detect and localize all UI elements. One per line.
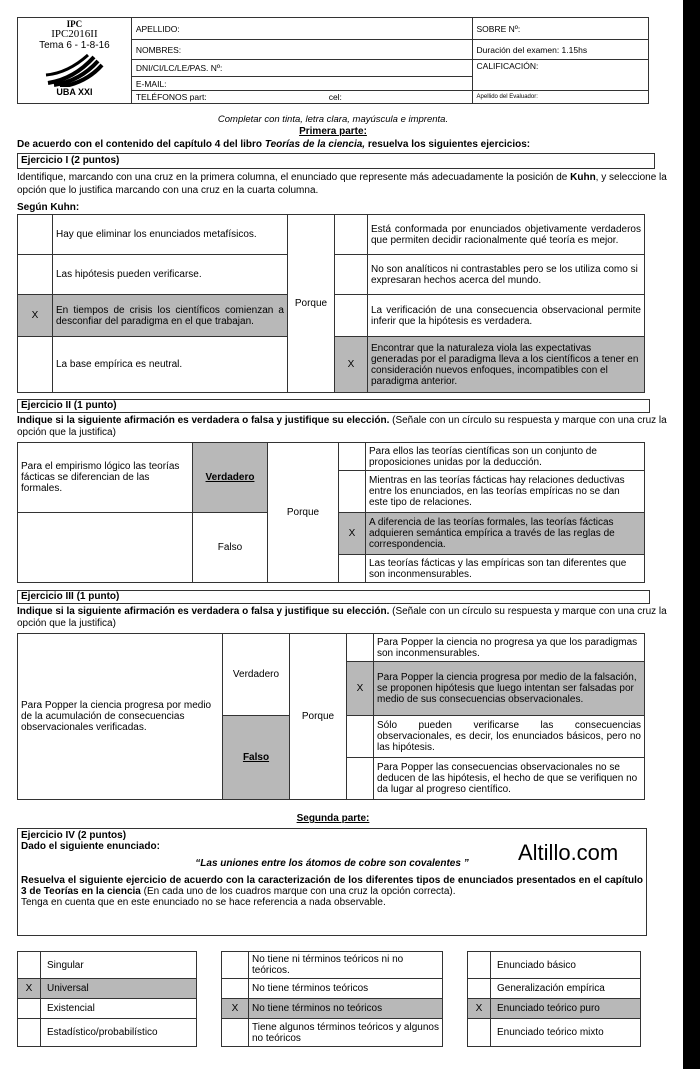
altillo-watermark: Altillo.com xyxy=(518,840,619,865)
ej3-right-option-1 xyxy=(374,662,645,716)
ej1-left-mark-2[interactable] xyxy=(18,295,53,337)
ej1-instr-b: , y seleccione la opción que lo justifica marcando con una cruz en la cuarta columna. xyxy=(17,172,667,196)
option-text: Enunciado teórico puro xyxy=(497,1003,600,1014)
option-text: No son analíticos ni contrastables pero se los utiliza como si expresaran hechos acerca del mundo. xyxy=(371,263,638,286)
ej4-t1-option-3 xyxy=(41,1019,197,1047)
option-text: La base empírica es neutral. xyxy=(56,359,183,370)
option-text: Para Popper la ciencia progresa por medio de la falsación, se proponen hipótesis que luego intentan ser falsadas por medio de sus consecuencias observacionales. xyxy=(377,672,637,705)
ej1-left-option-0 xyxy=(53,215,288,255)
ej4-tenga: Tenga en cuenta que en este enunciado no se hace referencia a nada observable. xyxy=(21,897,386,908)
calificacion-label: CALIFICACIÓN: xyxy=(476,61,539,71)
statement-text: Para el empirismo lógico las teorías fácticas se diferencian de las formales. xyxy=(21,461,180,494)
uba-logo-text: UBA XXI xyxy=(56,87,93,97)
option-text: No tiene términos teóricos xyxy=(252,983,369,994)
option-text: Tiene algunos términos teóricos y algunos no teóricos xyxy=(252,1021,439,1044)
option-text: Estadístico/probabilístico xyxy=(47,1027,158,1038)
ej2-statement xyxy=(18,443,193,513)
intro-book-title: Teorías de la ciencia, xyxy=(264,139,366,150)
email-label: E-MAIL: xyxy=(135,78,167,89)
ej4-t3-option-1 xyxy=(491,979,641,999)
ej4-t2-mark-0[interactable] xyxy=(222,952,249,979)
header-course-cell xyxy=(18,18,132,104)
ej3-instr-bold: Indique si la siguiente afirmación es verdadera o falsa y justifique su elección. xyxy=(17,606,390,617)
primera-parte-title: Primera parte: xyxy=(299,126,367,137)
ej3-right-mark-1[interactable] xyxy=(347,662,374,716)
duracion-label: Duración del examen: 1.15hs xyxy=(476,44,588,55)
ej4-quote: “Las uniones entre los átomos de cobre son covalentes ” xyxy=(195,858,469,869)
falso-label: Falso xyxy=(242,752,270,763)
ej3-right-option-0 xyxy=(374,634,645,662)
statement-text: Para Popper la ciencia progresa por medio de la acumulación de consecuencias observacionales verificadas. xyxy=(21,700,212,733)
ej4-t3-option-3 xyxy=(491,1019,641,1047)
option-text: La verificación de una consecuencia observacional permite inferir que la hipótesis es verdadera. xyxy=(371,304,641,327)
porque-label: Porque xyxy=(301,711,335,722)
ej2-right-option-3 xyxy=(366,555,645,583)
ej1-left-mark-0[interactable] xyxy=(18,215,53,255)
ej3-table xyxy=(17,633,645,800)
ipc-label: IPC xyxy=(66,19,83,29)
option-text: En tiempos de crisis los científicos comienzan a desconfiar del paradigma en el que trabajan. xyxy=(56,304,284,327)
option-text: Hay que eliminar los enunciados metafísicos. xyxy=(56,229,257,240)
ej4-resuelva-rest: (En cada uno de los cuadros marque con una cruz la opción correcta). xyxy=(140,886,456,897)
apellido-label: APELLIDO: xyxy=(135,23,180,34)
option-text: Singular xyxy=(47,959,84,971)
ej1-right-option-0 xyxy=(368,215,645,255)
ej4-t3-mark-2[interactable] xyxy=(468,999,491,1019)
ej1-right-option-2 xyxy=(368,295,645,337)
ej1-left-option-2 xyxy=(53,295,288,337)
ej4-resuelva-bold: Resuelva el siguiente ejercicio de acuerdo con la caracterización de los diferentes tipos de enunciados presentados en el capítulo 3 de Teorías en la ciencia xyxy=(21,875,643,897)
ej3-right-mark-3[interactable] xyxy=(347,758,374,800)
ej4-resuelva xyxy=(21,875,643,897)
mark-text: X xyxy=(348,528,356,539)
ej4-table-3 xyxy=(467,951,641,1047)
ej2-falso-option[interactable] xyxy=(193,513,268,583)
ej2-instr-bold: Indique si la siguiente afirmación es verdadera o falsa y justifique su elección. xyxy=(17,415,390,426)
verdadero-label: Verdadero xyxy=(205,472,255,483)
option-text: Generalización empírica xyxy=(497,983,605,994)
nombres-label: NOMBRES: xyxy=(135,44,182,55)
ej4-t1-mark-2[interactable] xyxy=(18,999,41,1019)
porque-label: Porque xyxy=(286,507,320,518)
ej1-title: Ejercicio I (2 puntos) xyxy=(17,153,655,169)
ej1-left-mark-3[interactable] xyxy=(18,337,53,393)
ej1-porque xyxy=(288,215,335,393)
tema-label: Tema 6 - 1-8-16 xyxy=(39,40,110,51)
option-text: Para Popper las consecuencias observacionales no se deducen de las hipótesis, el hecho de que se verifiquen no da lugar al progreso científico. xyxy=(377,762,638,795)
ej2-right-option-1 xyxy=(366,471,645,513)
ej4-t3-option-0 xyxy=(491,952,641,979)
ej3-statement xyxy=(18,634,223,800)
ej2-right-mark-1[interactable] xyxy=(339,471,366,513)
verdadero-label: Verdadero xyxy=(232,669,280,680)
option-text: Universal xyxy=(47,983,89,994)
porque-label: Porque xyxy=(294,298,328,309)
mark-text: X xyxy=(356,683,364,694)
ej1-left-mark-1[interactable] xyxy=(18,255,53,295)
option-text: Las teorías fácticas y las empíricas son tan diferentes que son inconmensurables. xyxy=(369,557,627,580)
ej2-title: Ejercicio II (1 punto) xyxy=(17,399,650,413)
ej4-t3-option-2 xyxy=(491,999,641,1019)
ej2-statement-blank xyxy=(18,513,193,583)
option-text: Encontrar que la naturaleza viola las expectativas generadas por el paradigma lleva a los científicos a tener en consideración nuevos enfoques, incompatibles con el paradigma anterior. xyxy=(371,342,639,387)
ej2-table xyxy=(17,442,645,583)
ej4-t2-option-0 xyxy=(249,952,443,979)
ej4-t1-option-1 xyxy=(41,979,197,999)
telefonos-label: TELÉFONOS part: xyxy=(135,92,207,102)
duracion-cell xyxy=(472,40,648,60)
ej4-t2-mark-3[interactable] xyxy=(222,1019,249,1047)
intro-text-a: De acuerdo con el contenido del capítulo 4 del libro xyxy=(17,139,265,150)
option-text: Está conformada por enunciados objetivamente verdaderos que permiten decidir racionalmente qué teoría es mejor. xyxy=(371,223,641,246)
option-text: Existencial xyxy=(47,1003,95,1014)
option-text: Enunciado teórico mixto xyxy=(497,1027,604,1038)
completar-note: Completar con tinta, letra clara, mayúscula e imprenta. xyxy=(217,114,449,125)
ej3-porque xyxy=(290,634,347,800)
sobre-field[interactable] xyxy=(472,18,648,40)
ej1-instructions xyxy=(17,171,681,197)
ej2-porque xyxy=(268,443,339,583)
ej3-instructions xyxy=(17,606,677,630)
right-edge-bar xyxy=(683,0,700,1069)
ej1-right-option-3 xyxy=(368,337,645,393)
ej1-right-option-1 xyxy=(368,255,645,295)
ej4-t3-mark-3[interactable] xyxy=(468,1019,491,1047)
option-text: Enunciado básico xyxy=(497,959,576,971)
ej3-instr-rest: (Señale con un círculo su respuesta y marque con una cruz la opción que la justifica) xyxy=(17,606,667,629)
ej3-title: Ejercicio III (1 punto) xyxy=(17,590,650,604)
ej2-right-option-0 xyxy=(366,443,645,471)
ej4-t1-mark-3[interactable] xyxy=(18,1019,41,1047)
intro-text-b: resuelva los siguientes ejercicios: xyxy=(365,139,531,150)
ej4-title: Ejercicio IV (2 puntos) xyxy=(21,830,127,841)
ej4-t1-mark-0[interactable] xyxy=(18,952,41,979)
ipc-code: IPC2016II xyxy=(51,28,98,40)
mark-text: X xyxy=(475,1003,483,1014)
ej4-table-2 xyxy=(221,951,443,1047)
mark-text: X xyxy=(25,983,33,994)
ej2-verdadero-option[interactable] xyxy=(193,443,268,513)
ej1-left-option-1 xyxy=(53,255,288,295)
mark-text: X xyxy=(347,359,355,370)
ej4-table-1 xyxy=(17,951,197,1047)
falso-label: Falso xyxy=(217,542,243,553)
ej4-t2-mark-1[interactable] xyxy=(222,979,249,999)
segun-kuhn: Según Kuhn: xyxy=(17,202,80,213)
ej1-table xyxy=(17,214,645,393)
ej1-left-option-3 xyxy=(53,337,288,393)
ej1-instr-a: Identifique, marcando con una cruz en la primera columna, el enunciado que represente más adecuadamente la posición de xyxy=(17,172,571,183)
segunda-parte-title: Segunda parte: xyxy=(296,813,370,824)
ej1-right-mark-0[interactable] xyxy=(335,215,368,255)
ej4-t2-option-2 xyxy=(249,999,443,1019)
mark-text: X xyxy=(31,310,39,321)
ej3-falso-option[interactable] xyxy=(223,716,290,800)
ej4-dado: Dado el siguiente enunciado: xyxy=(21,841,160,852)
ej1-right-mark-3[interactable] xyxy=(335,337,368,393)
option-text: No tiene términos no teóricos xyxy=(252,1003,383,1014)
ej2-instructions xyxy=(17,415,677,439)
ej1-right-mark-1[interactable] xyxy=(335,255,368,295)
ej4-t2-option-1 xyxy=(249,979,443,999)
mark-text: X xyxy=(231,1003,239,1014)
ej4-t1-option-2 xyxy=(41,999,197,1019)
ej2-instr-rest: (Señale con un círculo su respuesta y marque con una cruz la opción que la justifica) xyxy=(17,415,667,438)
dni-label: DNI/CI/LC/LE/PAS. Nº: xyxy=(135,63,223,73)
option-text: Mientras en las teorías fácticas hay relaciones deductivas entre los enunciados, en las teorías empíricas no se dan este tipo de relaciones. xyxy=(369,475,625,508)
ej2-right-option-2 xyxy=(366,513,645,555)
option-text: Sólo pueden verificarse las consecuencias observacionales, es decir, los enunciados básicos, pero no las hipótesis. xyxy=(377,720,641,753)
ej3-right-option-3 xyxy=(374,758,645,800)
sobre-label: SOBRE Nº: xyxy=(476,23,521,34)
ej3-right-mark-0[interactable] xyxy=(347,634,374,662)
uba-logo xyxy=(20,53,129,101)
ej2-right-mark-0[interactable] xyxy=(339,443,366,471)
email-field[interactable] xyxy=(131,77,472,91)
option-text: Las hipótesis pueden verificarse. xyxy=(56,269,202,280)
ej2-right-mark-3[interactable] xyxy=(339,555,366,583)
ej1-right-mark-2[interactable] xyxy=(335,295,368,337)
primera-intro xyxy=(17,139,657,150)
evaluador-label: Apellido del Evaluador: xyxy=(476,94,538,100)
exam-header xyxy=(17,17,649,104)
option-text: A diferencia de las teorías formales, las teorías fácticas adquieren semántica empírica a través de las reglas de correspondencia. xyxy=(369,517,615,550)
ej4-t1-option-0 xyxy=(41,952,197,979)
ej1-instr-kuhn: Kuhn xyxy=(570,172,596,183)
option-text: No tiene ni términos teóricos ni no teóricos. xyxy=(252,954,404,976)
dni-field[interactable] xyxy=(131,60,472,77)
calificacion-field[interactable] xyxy=(472,60,648,91)
ej3-verdadero-option[interactable] xyxy=(223,634,290,716)
ej4-t1-mark-1[interactable] xyxy=(18,979,41,999)
evaluador-field[interactable] xyxy=(472,91,648,104)
uba-logo-icon xyxy=(44,53,104,87)
ej3-right-mark-2[interactable] xyxy=(347,716,374,758)
apellido-field[interactable] xyxy=(131,18,472,40)
ej4-t2-option-3 xyxy=(249,1019,443,1047)
ej2-right-mark-2[interactable] xyxy=(339,513,366,555)
ej4-t3-mark-1[interactable] xyxy=(468,979,491,999)
nombres-field[interactable] xyxy=(131,40,472,60)
option-text: Para ellos las teorías científicas son un conjunto de proposiciones unidas por la deducción. xyxy=(369,445,597,468)
ej4-t2-mark-2[interactable] xyxy=(222,999,249,1019)
cel-label: cel: xyxy=(328,92,342,102)
ej4-t3-mark-0[interactable] xyxy=(468,952,491,979)
telefonos-field[interactable] xyxy=(131,91,472,104)
ej3-right-option-2 xyxy=(374,716,645,758)
option-text: Para Popper la ciencia no progresa ya que los paradigmas son inconmensurables. xyxy=(377,636,638,659)
